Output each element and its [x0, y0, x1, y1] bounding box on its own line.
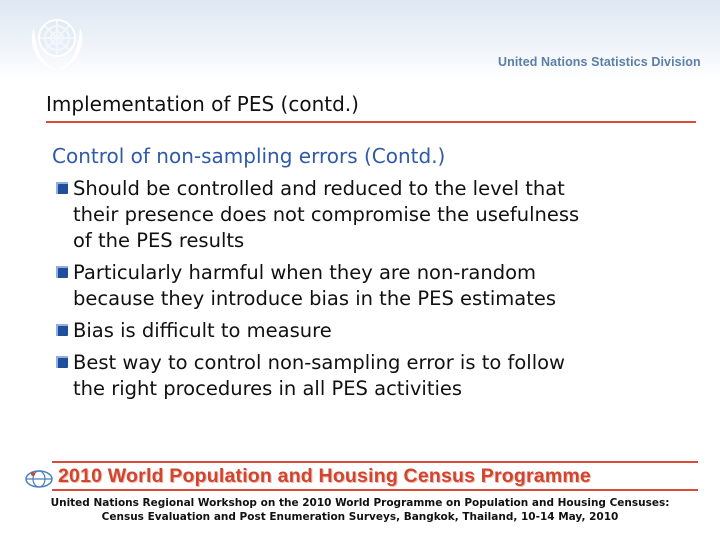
bullet-line: Should be controlled and reduced to the level that — [73, 177, 565, 200]
bullet-list — [56, 176, 696, 408]
bullet-line: Bias is difficult to measure — [73, 319, 332, 342]
bullet-item — [56, 350, 696, 402]
bullet-line: the right procedures in all PES activities — [73, 377, 463, 400]
census-programme-logo-icon — [24, 468, 54, 490]
bullet-line: because they introduce bias in the PES estimates — [73, 287, 556, 310]
bullet-line: their presence does not compromise the usefulness — [73, 203, 580, 226]
footer-divider-bottom — [52, 489, 698, 491]
un-emblem-icon — [20, 8, 94, 74]
programme-banner: 2010 World Population and Housing Census Programme — [58, 465, 591, 487]
footer-text — [0, 496, 720, 524]
bullet-item — [56, 176, 696, 254]
bullet-item — [56, 318, 696, 344]
bullet-item — [56, 260, 696, 312]
footer-line-2: Census Evaluation and Post Enumeration Surveys, Bangkok, Thailand, 10-14 May, 2010 — [101, 511, 619, 523]
bullet-line: Particularly harmful when they are non-random — [73, 261, 537, 284]
footer-line-1: United Nations Regional Workshop on the 2010 World Programme on Population and Housing Censuses: — [50, 497, 670, 509]
square-bullet-icon — [56, 182, 68, 194]
title-divider — [46, 121, 696, 123]
square-bullet-icon — [56, 266, 68, 278]
bullet-line: Best way to control non-sampling error is to follow — [73, 351, 565, 374]
division-name: United Nations Statistics Division — [498, 55, 701, 69]
square-bullet-icon — [56, 356, 68, 368]
bullet-line: of the PES results — [73, 229, 245, 252]
square-bullet-icon — [56, 324, 68, 336]
slide-title: Implementation of PES (contd.) — [46, 92, 359, 116]
slide-subtitle: Control of non-sampling errors (Contd.) — [52, 144, 446, 168]
footer-divider-top — [52, 461, 698, 463]
